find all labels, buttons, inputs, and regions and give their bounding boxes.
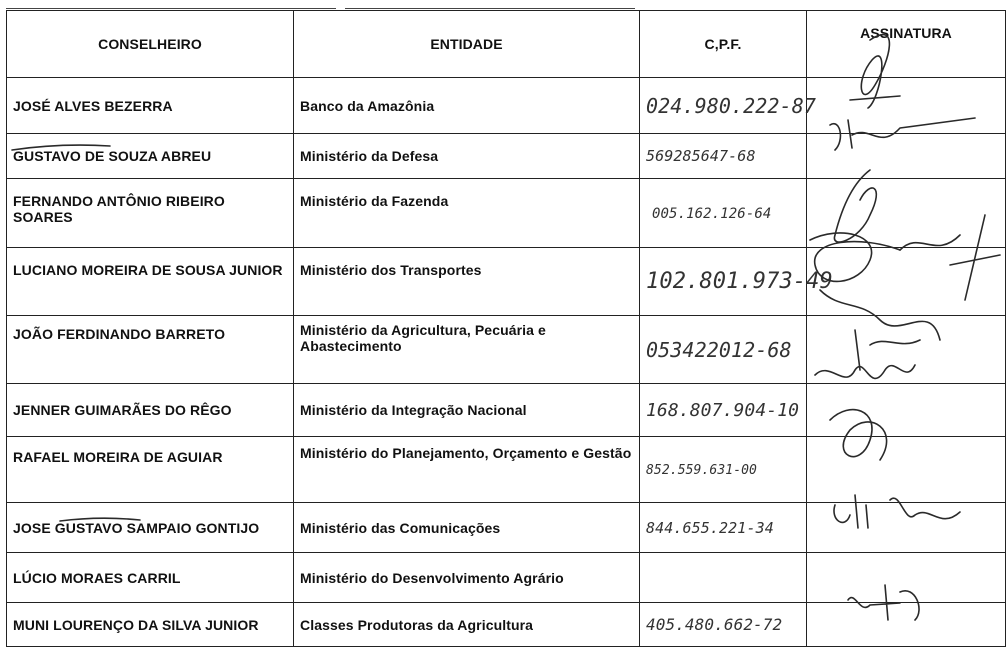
signature-cell <box>807 179 1006 248</box>
table-row <box>7 316 1006 384</box>
cpf-value <box>640 503 807 553</box>
table-row <box>7 553 1006 603</box>
handwritten-cpf: 405.480.662-72 <box>646 615 783 634</box>
entidade-name: Banco da Amazônia <box>294 78 640 134</box>
entidade-name: Ministério dos Transportes <box>294 248 640 316</box>
table-row <box>7 437 1006 503</box>
signature-cell <box>807 503 1006 553</box>
entidade-name: Ministério das Comunicações <box>294 503 640 553</box>
attendance-table <box>6 10 1006 647</box>
entidade-name: Classes Produtoras da Agricultura <box>294 603 640 647</box>
handwritten-cpf: 024.980.222-87 <box>646 93 816 118</box>
handwritten-cpf: 168.807.904-10 <box>646 399 800 421</box>
entidade-name: Ministério da Defesa <box>294 134 640 179</box>
table-row <box>7 603 1006 647</box>
signature-cell <box>807 248 1006 316</box>
cpf-value <box>640 553 807 603</box>
table-row <box>7 248 1006 316</box>
header-conselheiro: CONSELHEIRO <box>7 11 294 78</box>
conselheiro-name: RAFAEL MOREIRA DE AGUIAR <box>7 437 294 503</box>
header-row <box>7 11 1006 78</box>
signature-cell <box>807 78 1006 134</box>
header-entidade: ENTIDADE <box>294 11 640 78</box>
table-row <box>7 179 1006 248</box>
signature-cell <box>807 134 1006 179</box>
conselheiro-name: LÚCIO MORAES CARRIL <box>7 553 294 603</box>
conselheiro-name: JOSÉ ALVES BEZERRA <box>7 78 294 134</box>
signature-cell <box>807 384 1006 437</box>
table-row <box>7 134 1006 179</box>
cpf-value <box>640 384 807 437</box>
handwritten-cpf: 005.162.126-64 <box>652 205 772 222</box>
conselheiro-name: FERNANDO ANTÔNIO RIBEIRO SOARES <box>7 179 294 248</box>
cpf-value <box>640 603 807 647</box>
conselheiro-name: JENNER GUIMARÃES DO RÊGO <box>7 384 294 437</box>
cpf-value <box>640 437 807 503</box>
signature-cell <box>807 316 1006 384</box>
handwritten-cpf: 844.655.221-34 <box>646 518 774 537</box>
signature-cell <box>807 603 1006 647</box>
signature-cell <box>807 553 1006 603</box>
cpf-value <box>640 134 807 179</box>
conselheiro-name: JOÃO FERDINANDO BARRETO <box>7 316 294 384</box>
entidade-name: Ministério do Planejamento, Orçamento e Gestão <box>294 437 640 503</box>
cpf-value <box>640 179 807 248</box>
header-cpf: C,P.F. <box>640 11 807 78</box>
entidade-name: Ministério da Integração Nacional <box>294 384 640 437</box>
handwritten-cpf: 569285647-68 <box>646 147 756 165</box>
table-row <box>7 503 1006 553</box>
entidade-name: Ministério da Agricultura, Pecuária e Abastecimento <box>294 316 640 384</box>
header-assinatura: ASSINATURA <box>807 11 1006 78</box>
handwritten-cpf: 053422012-68 <box>646 337 792 362</box>
cpf-value <box>640 78 816 134</box>
entidade-name: Ministério da Fazenda <box>294 179 640 248</box>
cpf-value <box>640 248 833 316</box>
handwritten-cpf: 852.559.631-00 <box>646 463 757 478</box>
signature-cell <box>807 437 1006 503</box>
top-rule <box>6 8 336 9</box>
entidade-name: Ministério do Desenvolvimento Agrário <box>294 553 640 603</box>
cpf-value <box>640 316 807 384</box>
table-row <box>7 384 1006 437</box>
handwritten-cpf: 102.801.973-49 <box>646 269 833 294</box>
conselheiro-name: MUNI LOURENÇO DA SILVA JUNIOR <box>7 603 294 647</box>
top-rule <box>345 8 635 9</box>
conselheiro-name: LUCIANO MOREIRA DE SOUSA JUNIOR <box>7 248 294 316</box>
conselheiro-name: JOSE GUSTAVO SAMPAIO GONTIJO <box>7 503 294 553</box>
conselheiro-name: GUSTAVO DE SOUZA ABREU <box>7 134 294 179</box>
table-row <box>7 78 1006 134</box>
